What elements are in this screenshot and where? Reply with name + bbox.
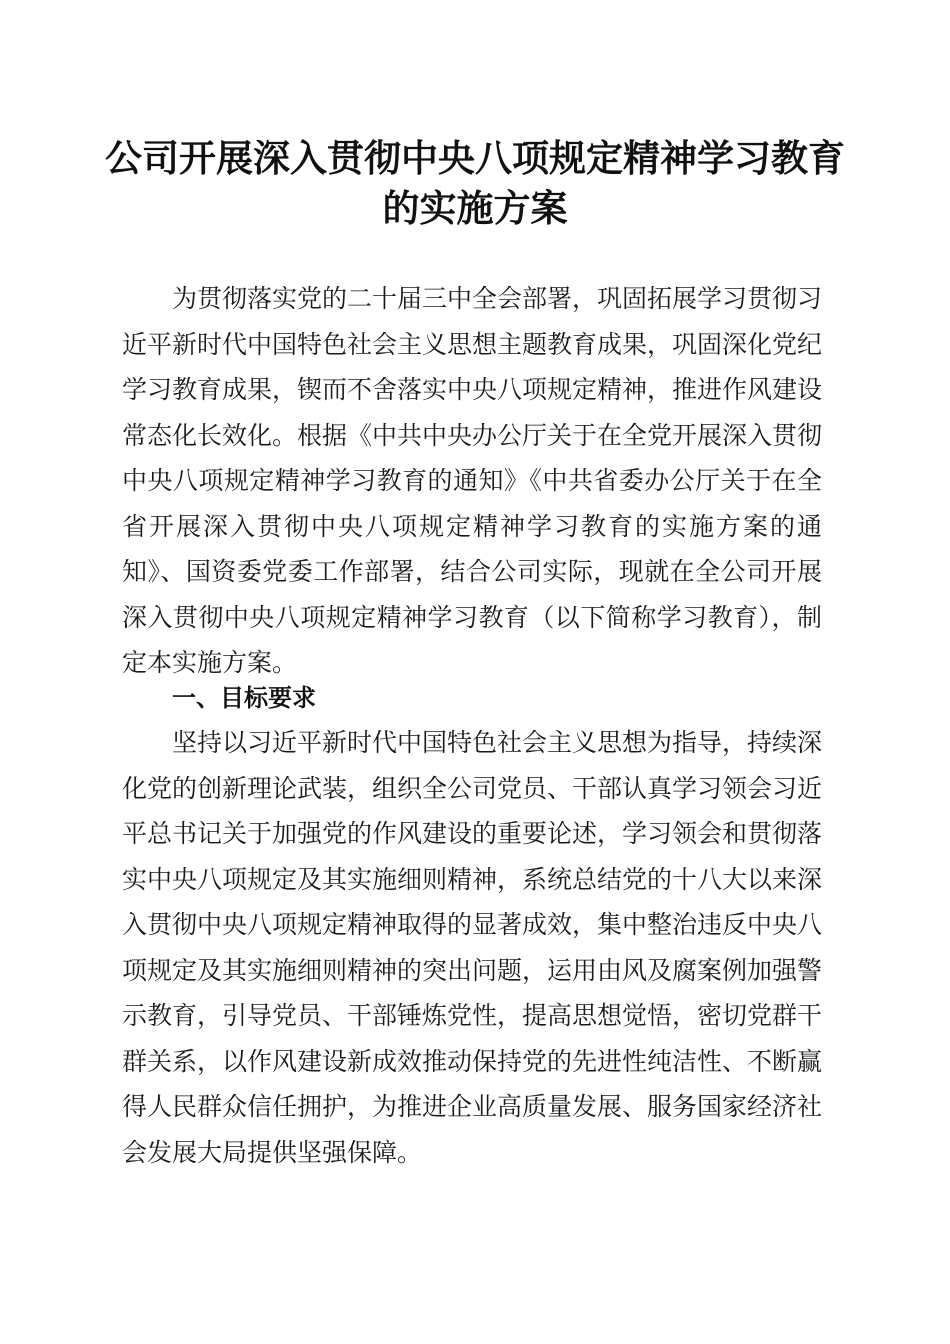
- intro-paragraph: 为贯彻落实党的二十届三中全会部署，巩固拓展学习贯彻习近平新时代中国特色社会主义思想主题教育成果，巩固深化党纪学习教育成果，锲而不舍落实中央八项规定精神，推进作风建设常态化长效化。根据《中共中央办公厅关于在全党开展深入贯彻中央八项规定精神学习教育的通知》《中共省委办公厅关于在全省开展深入贯彻中央八项规定精神学习教育的实施方案的通知》、国资委党委工作部署，结合公司实际，现就在全公司开展深入贯彻中央八项规定精神学习教育（以下简称学习教育），制定本实施方案。: [122, 284, 823, 677]
- document-title-line-1: 公司开展深入贯彻中央八项规定精神学习教育: [105, 136, 845, 180]
- section-paragraph-goals: 坚持以习近平新时代中国特色社会主义思想为指导，持续深化党的创新理论武装，组织全公司党员、干部认真学习领会习近平总书记关于加强党的作风建设的重要论述，学习领会和贯彻落实中央八项规定及其实施细则精神，系统总结党的十八大以来深入贯彻中央八项规定精神取得的显著成效，集中整治违反中央八项规定及其实施细则精神的突出问题，运用由风及腐案例加强警示教育，引导党员、干部锤炼党性，提高思想觉悟，密切党群干群关系，以作风建设新成效推动保持党的先进性纯洁性、不断赢得人民群众信任拥护，为推进企业高质量发展、服务国家经济社会发展大局提供坚强保障。: [122, 728, 823, 1167]
- section-heading-goals: 一、目标要求: [172, 684, 316, 712]
- document-title-line-2: 的实施方案: [382, 186, 568, 230]
